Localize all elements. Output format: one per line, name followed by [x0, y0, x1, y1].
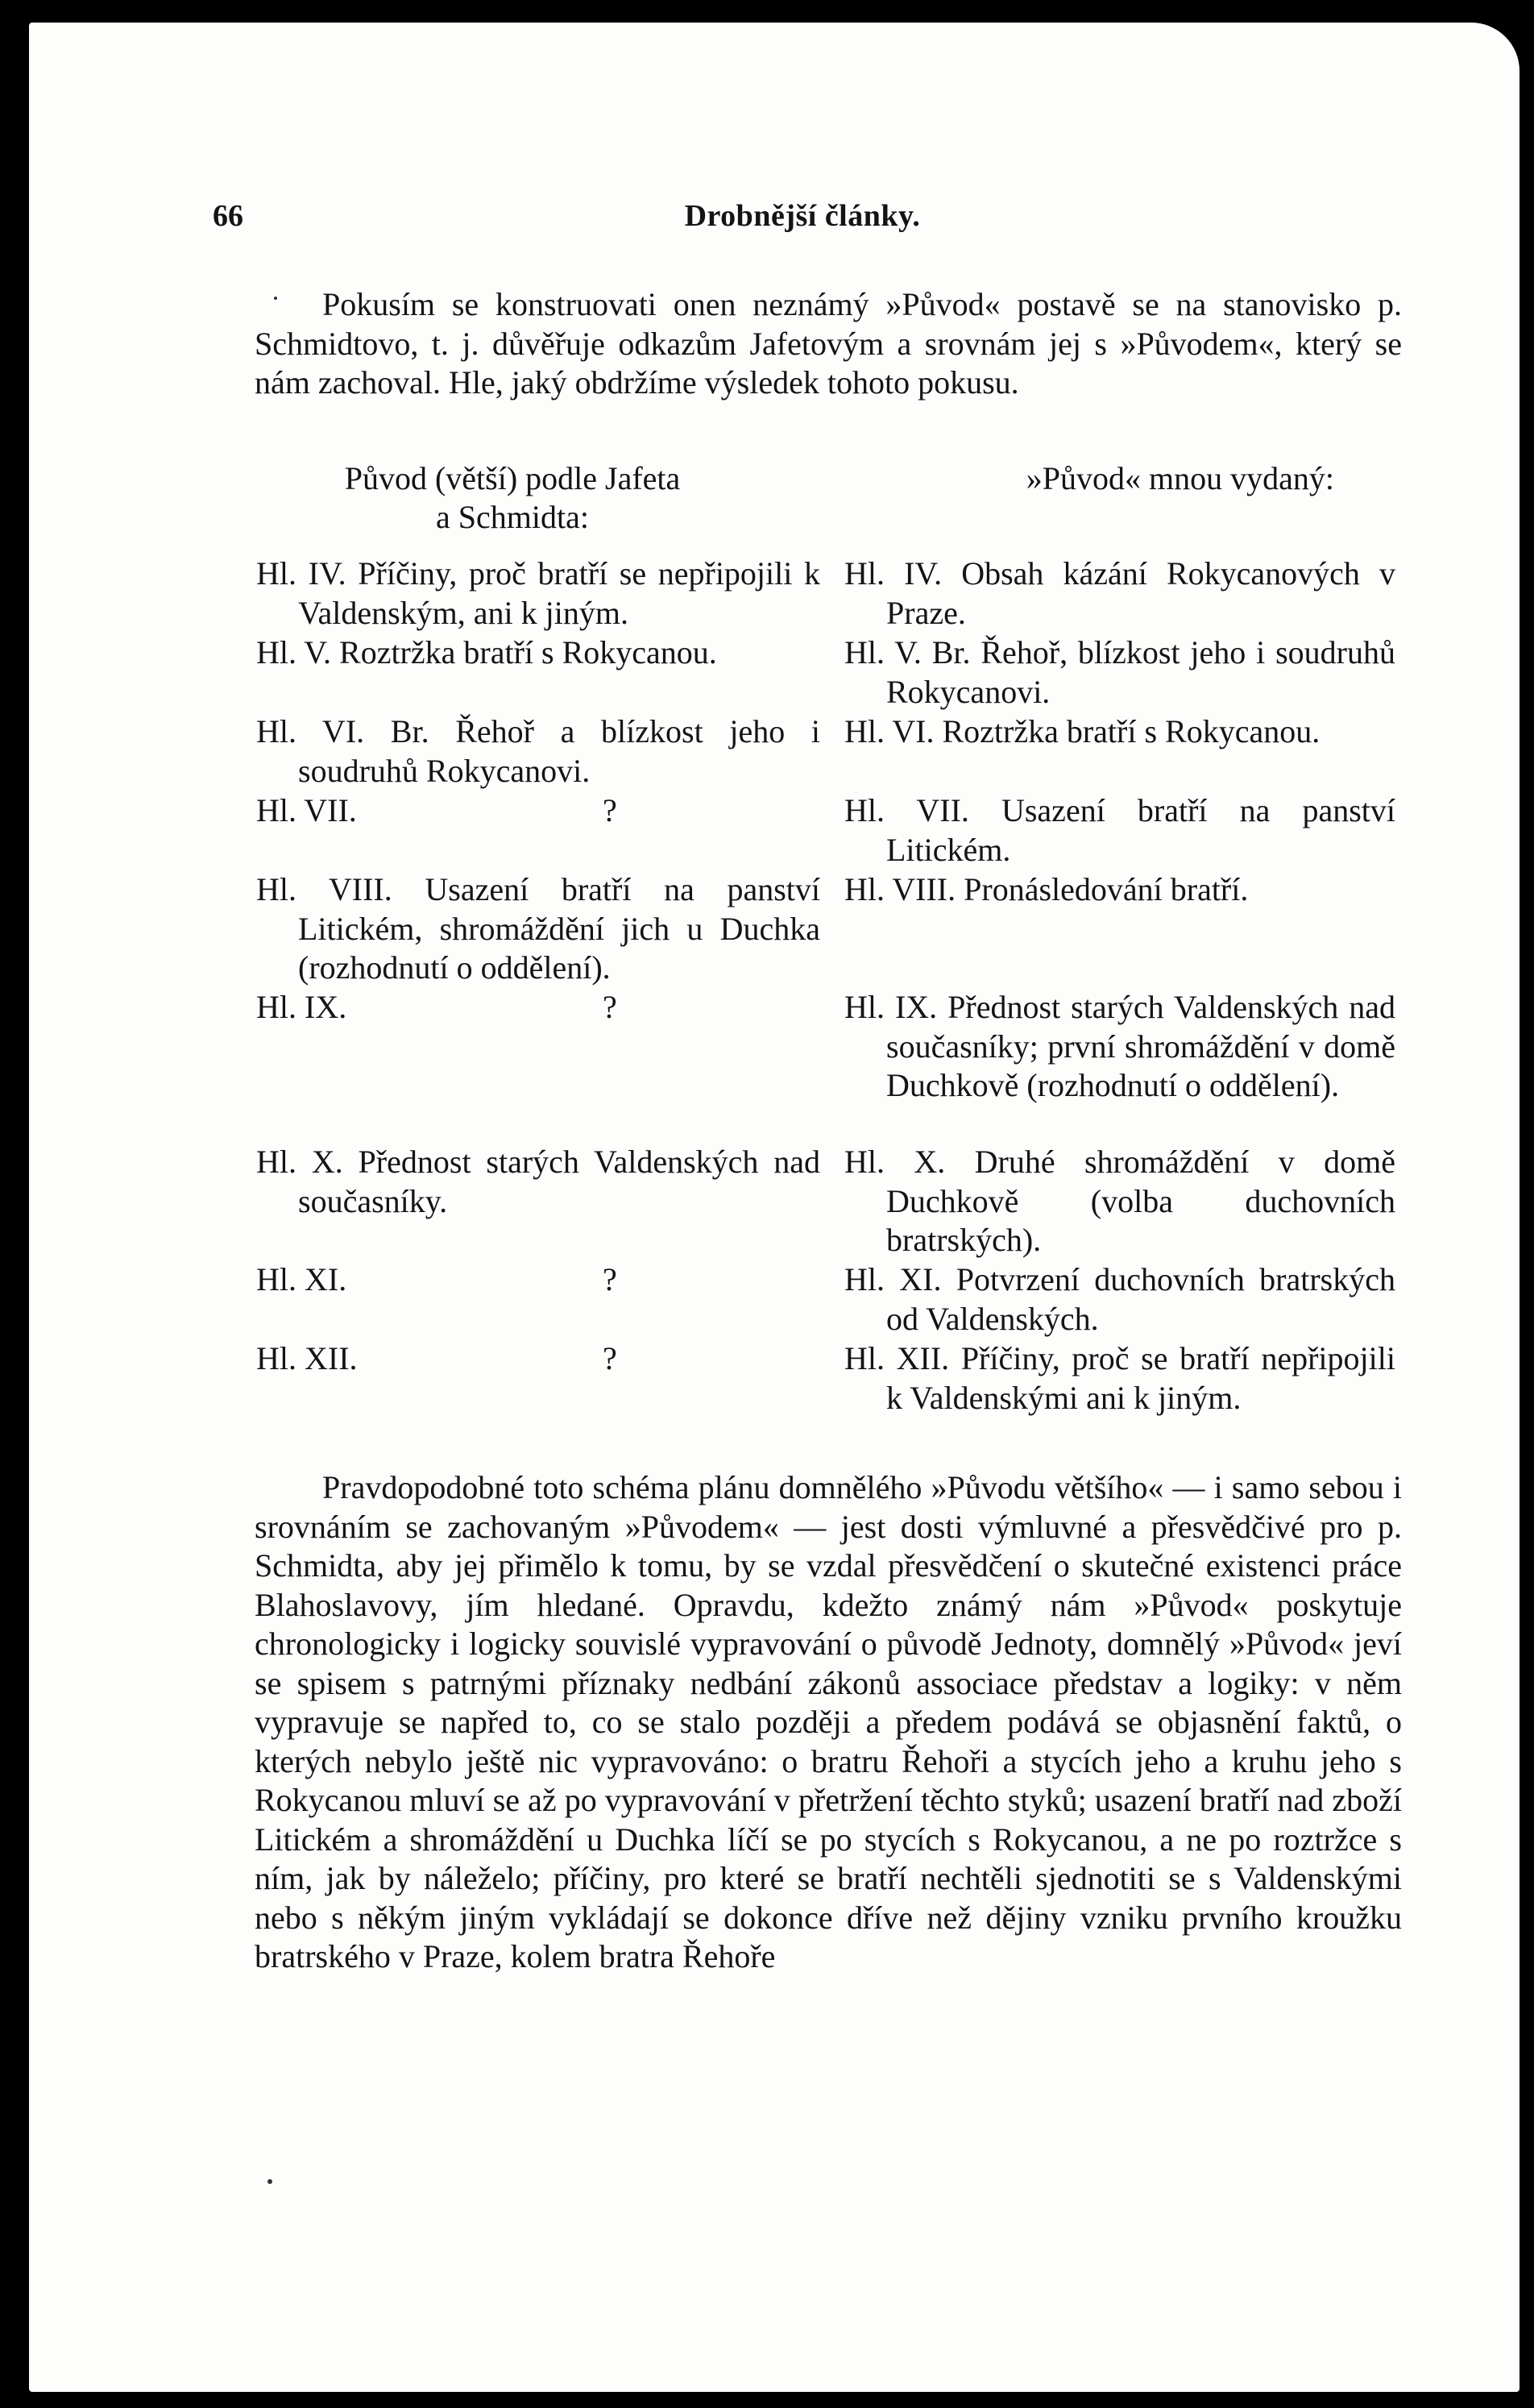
- left-entry-x: Hl. X. Přednost starých Valdenských nad současníky.: [256, 1144, 820, 1219]
- page-number: 66: [213, 199, 243, 233]
- running-title: Drobnější články.: [684, 199, 921, 233]
- right-entry-xi: Hl. XI. Potvrzení duchovních bratrských od Valdenských.: [844, 1261, 1395, 1337]
- book-page: [29, 23, 1519, 2392]
- left-entry-vi: Hl. VI. Br. Řehoř a blízkost jeho i soudruhů Rokycanovi.: [256, 713, 820, 789]
- right-entry-v: Hl. V. Br. Řehoř, blízkost jeho i soudruhů Rokycanovi.: [844, 634, 1395, 710]
- print-speck: [267, 2179, 272, 2184]
- unknown-mark: ?: [603, 792, 617, 828]
- left-entry-xii: [256, 1339, 820, 1379]
- left-column-heading: [255, 459, 770, 537]
- left-entry-viii: Hl. VIII. Usazení bratří na panství Litickém, shromáždění jich u Duchka (rozhodnutí o oddělení).: [256, 871, 820, 986]
- left-entry-xi-label: Hl. XI.: [256, 1261, 347, 1297]
- right-column-heading: »Původ« mnou vydaný:: [1026, 460, 1334, 496]
- right-entry-vii: Hl. VII. Usazení bratří na panství Litickém.: [844, 792, 1395, 868]
- left-entry-xii-label: Hl. XII.: [256, 1340, 358, 1376]
- left-entry-ix: [256, 988, 820, 1028]
- page-header: [213, 184, 1392, 235]
- left-entry-xi: [256, 1260, 820, 1300]
- main-paragraph: Pravdopodobné toto schéma plánu domnělého »Původu většího« — i samo sebou i srovnáním se zachovaným »Původem« — jest dosti výmluvné a přesvědčivé pro p. Schmidta, aby jej přimělo k tomu, by se vzdal přesvědčení o skutečné existenci práce Blahoslavovy, jím hledané. Opravdu, kdežto známý nám »Původ« poskytuje chronologicky i logicky souvislé vypravování o původě Jednoty, domnělý »Původ« jeví se spisem s patrnými příznaky nedbání zákonů associace představ a logiky: v něm vypravuje se napřed to, co se stalo později a předem podává se objasnění faktů, o kterých nebylo ještě nic vypravováno: o bratru Řehoři a stycích jeho a kruhu jeho s Rokycanou mluví se až po vypravování v přetržení těchto styků; usazení bratří nad zboží Litickém a shromáždění u Duchka líčí se po stycích s Rokycanou, a ne po roztržce s ním, jak by náleželo; příčiny, pro které se bratří nechtěli sjednotiti se s Valdenskými nebo s někým jiným vykládají se dokonce dříve než dějiny vzniku prvního kroužku bratrského v Praze, kolem bratra Řehoře: [255, 1469, 1402, 1974]
- right-entry-iv: Hl. IV. Obsah kázání Rokycanových v Praze.: [844, 555, 1395, 631]
- left-heading-line1: Původ (větší) podle Jafeta: [344, 460, 681, 496]
- print-speck: [274, 297, 277, 300]
- right-entry-vi: Hl. VI. Roztržka bratří s Rokycanou.: [844, 713, 1320, 749]
- left-entry-vii-label: Hl. VII.: [256, 792, 357, 828]
- right-entry-viii: Hl. VIII. Pronásledování bratří.: [844, 871, 1249, 907]
- left-entry-ix-label: Hl. IX.: [256, 989, 347, 1025]
- left-entry-iv: Hl. IV. Příčiny, proč bratří se nepřipojili k Valdenským, ani k jiným.: [256, 555, 820, 631]
- unknown-mark: ?: [603, 989, 617, 1025]
- right-entry-xii: Hl. XII. Příčiny, proč se bratří nepřipojili k Valdenskými ani k jiným.: [844, 1340, 1395, 1416]
- right-entry-x: Hl. X. Druhé shromáždění v domě Duchkově (volba duchovních bratrských).: [844, 1144, 1395, 1258]
- left-entry-vii: [256, 791, 820, 831]
- intro-paragraph: Pokusím se konstruovati onen neznámý »Původ« postavě se na stanovisko p. Schmidtovo, t. j. důvěřuje odkazům Jafetovým a srovnám jej s »Původem«, který se nám zachoval. Hle, jaký obdržíme výsledek tohoto pokusu.: [255, 286, 1402, 401]
- left-entry-v: Hl. V. Roztržka bratří s Rokycanou.: [256, 634, 717, 671]
- left-heading-line2: a Schmidta:: [436, 499, 589, 535]
- unknown-mark: ?: [603, 1261, 617, 1297]
- unknown-mark: ?: [603, 1340, 617, 1376]
- right-entry-ix: Hl. IX. Přednost starých Valdenských nad současníky; první shromáždění v domě Duchkově (rozhodnutí o oddělení).: [844, 989, 1395, 1103]
